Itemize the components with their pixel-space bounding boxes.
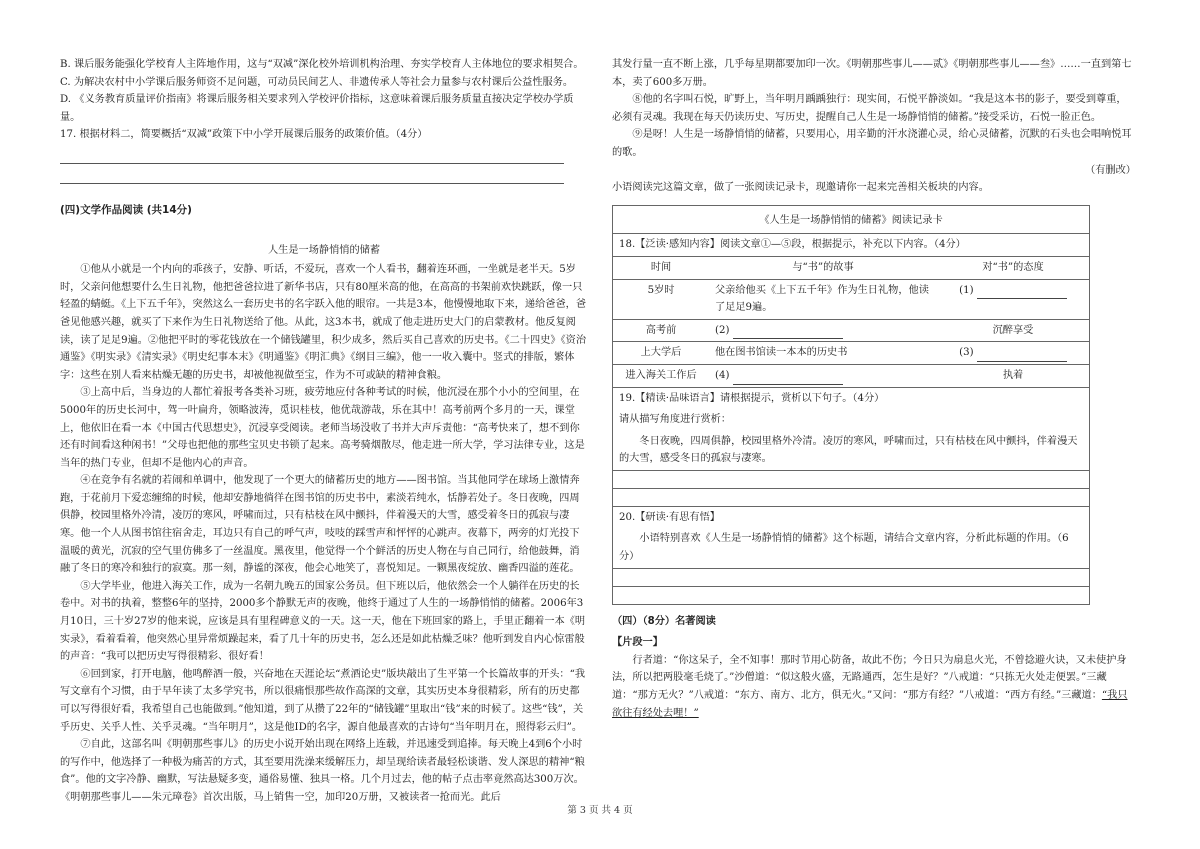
record-table	[613, 256, 1089, 387]
blank-label: (4)	[715, 369, 730, 381]
column-header: 与“书”的故事	[709, 256, 937, 279]
blank-label: (3)	[959, 347, 974, 359]
paragraph: ③上高中后，当身边的人都忙着报考各类补习班，疲劳地应付各种考试的时候，他沉浸在那个小小的空间里，在5000年的历史长河中，驾一叶扁舟，领略波涛，觅识桂枝，他优哉游哉，乐在其中！高考前两个多月的一天，课堂上，他依旧在看一本《中国古代思想史》，沉浸享受阅读。老师当场没收了书并大声斥责他：“高考快来了，想不到你还有时间看这种闲书！”父母也把他的那些宝贝史书锁了起来。高考骑烟散尽，他走进一所大学，学习法律专业，这是当年的热门专业，但却不是他内心的声音。	[60, 387, 585, 469]
answer-blank[interactable]	[977, 349, 1067, 362]
reading-record-card	[612, 205, 1090, 605]
question-20: 20.【研读·有思有悟】	[619, 511, 720, 523]
card-intro: 小语阅读完这篇文章，做了一张阅读记录卡，现邀请你一起来完善相关板块的内容。	[612, 182, 989, 194]
table-row	[613, 364, 1089, 386]
cell-time: 5岁时	[613, 279, 709, 319]
option-c: C. 为解决农村中小学课后服务师资不足问题，可动员民间艺人、非遗传承人等社会力量参与农村课后公益性服务。	[60, 76, 574, 88]
q19-sentence: 冬日夜晚，四周俱静，校园里格外冷清。凌厉的寒风，呼啸而过，只有枯枝在风中颤抖，伴着漫天的大雪，感受冬日的孤寂与凄寒。	[619, 435, 1078, 465]
cell-story: 他在图书馆读一本本的历史书	[709, 342, 937, 365]
left-column	[60, 56, 588, 807]
paragraph: 其发行量一直不断上涨，几乎每星期都要加印一次。《明朝那些事儿——贰》《明朝那些事儿——叁》……一直到第七本，卖了600多万册。	[612, 59, 1132, 88]
answer-line[interactable]	[613, 470, 1089, 488]
answer-line[interactable]	[613, 568, 1089, 586]
cell-attitude[interactable]	[937, 279, 1089, 319]
cell-attitude: 沉醉享受	[937, 319, 1089, 342]
cell-attitude[interactable]	[937, 342, 1089, 365]
article-title: 人生是一场静悄悄的储蓄	[267, 244, 381, 256]
card-title: 《人生是一场静悄悄的储蓄》阅读记录卡	[613, 206, 1089, 235]
cell-attitude: 执着	[937, 364, 1089, 386]
q19-hint: 请从描写角度进行赏析：	[619, 414, 732, 426]
answer-line	[60, 147, 564, 164]
answer-blank[interactable]	[733, 372, 843, 385]
cell-time: 进入海关工作后	[613, 364, 709, 386]
question-18: 18.【泛读·感知内容】阅读文章①—⑤段，根据提示，补充以下内容。（4分）	[619, 239, 966, 251]
cell-story: 父亲给他买《上下五千年》作为生日礼物，他读了足足9遍。	[709, 279, 937, 319]
cell-time: 上大学后	[613, 342, 709, 365]
cell-story[interactable]	[709, 364, 937, 386]
table-header-row	[613, 256, 1089, 279]
table-row	[613, 319, 1089, 342]
blank-label: (1)	[959, 284, 974, 296]
answer-line	[60, 167, 564, 184]
answer-blank[interactable]	[733, 326, 843, 339]
cell-story[interactable]	[709, 319, 937, 342]
excerpt-body: 行者道：“你这呆子，全不知事！那时节用心防备，故此不伤；今日只为扇息火光，不曾捻避火诀，又未使护身法，所以把两股毫毛烧了。”沙僧道：“似这般火盛，无路通西，怎生是好？”八戒道：“只拣无火处走便罢。”三藏道：“那方无火？”八戒道：“东方、南方、北方，俱无火。”又问：“那方有经？”八戒道：“西方有经。”三藏道：	[612, 654, 1127, 702]
cell-time: 高考前	[613, 319, 709, 342]
column-header: 对“书”的态度	[937, 256, 1089, 279]
answer-line[interactable]	[613, 488, 1089, 506]
paragraph: ⑨是呀！人生是一场静悄悄的储蓄，只要用心，用辛勤的汗水浇灌心灵，给心灵储蓄，沉默的石头也会唱响悦耳的歌。	[612, 129, 1132, 158]
paragraph: ④在竞争有名就的若闹和单调中，他发现了一个更大的储蓄历史的地方——图书馆。当其他同学在球场上激情奔跑，于花前月下爱恋缠绵的时候，他却安静地徜徉在图书馆的历史书中，素淡若纯水，恬静若处子。冬日夜晚，四周俱静，校园里格外冷清，凌厉的寒风，呼啸而过，只有枯枝在风中颤抖，伴着漫天的大雪，感受着冬日的孤寂与凄寒。他一个人从图书馆往宿舍走，耳边只有自己的呼气声，吱吱的踩雪声和怦怦的心跳声。夜幕下，两旁的灯光投下温暖的黄光，沉寂的空气里仿佛多了一丝温度。黑夜里，他觉得一个个鲜活的历史人物在与自己同行，给他鼓舞，消融了冬日的寒冷和独行的寂寞。那一刻，静谧的深夜，他会心地笑了，喜悦知足。一颗黑夜绽放、幽香四溢的莲花。	[60, 475, 580, 575]
option-d: D. 《义务教育质量评价指南》将课后服务相关要求列入学校评价指标，这意味着课后服务质量直接决定学校办学质量。	[60, 94, 574, 123]
source-note: （有删改）	[1085, 164, 1136, 176]
paragraph: ①他从小就是一个内向的乖孩子，安静、听话，不爱玩，喜欢一个人看书，翻着连环画，一坐就是老半天。5岁时，父亲问他想要什么生日礼物，他把爸爸拉进了新华书店，只有80厘米高的他，在高高的书架前欢快跳跃，像一只轻盈的蜻蜓。《上下五千年》，突然这么一套历史书的名字跃入他的眼帘。一共是3本，他慢慢地取下来，递给爸爸，爸爸见他感兴趣，就买了下来作为生日礼物送给了他。从此，这3本书，就成了他走进历史大门的启蒙教材。他反复阅读，读了足足9遍。②他把平时的零花钱放在一个储钱罐里，积少成多，然后买自己喜欢的历史书。《二十四史》《资治通鉴》《明实录》《清实录》《明史纪事本末》《明通鉴》《明汇典》《纲目三编》，他一一收入囊中。竖式的排版，繁体字：这些在别人看来枯燥无趣的历史书，却被他视做至宝，作为不可或缺的精神食粮。	[60, 264, 587, 381]
paragraph: ⑧他的名字叫石悦，旷野上，当年明月踽踽独行：现实间，石悦平静淡如。“我是这本书的影子，要受到尊重，必须有灵魂。我现在每天仍读历史、写历史，提醒自己人生是一场静悄悄的储蓄。”接受采访，石悦一脸正色。	[612, 94, 1127, 123]
page-footer: 第 3 页 共 4 页	[567, 805, 633, 816]
paragraph: ⑦自此，这部名叫《明朝那些事儿》的历史小说开始出现在网络上连载，并迅速受到追捧。每天晚上4到6个小时的写作中，他选择了一种极为痛苦的方式，其至要用洗澡来缓解压力，却呈现给读者最轻松谈谐、发人深思的精神“粮食”。他的文字冷静、幽默，写法悬疑多变，通俗易懂、独具一格。几个月过去，他的帖子点击率竟然高达300万次。《明朝那些事儿——朱元璋卷》首次出版，马上销售一空，加印20万册，又被读者一抢而光。此后	[60, 739, 585, 803]
excerpt-text	[612, 652, 1136, 722]
column-header: 时间	[613, 256, 709, 279]
question-19: 19.【精读·品味语言】请根据提示，赏析以下句子。（4分）	[619, 392, 885, 404]
answer-line[interactable]	[613, 586, 1089, 604]
table-row	[613, 279, 1089, 319]
underlined-sentence: “我只欲往有经处去哩！”	[612, 690, 1128, 719]
excerpt-label: 【片段一】	[612, 637, 663, 649]
mingzhu-heading: （四）（8分）名著阅读	[612, 615, 716, 627]
paragraph: ⑥回到家，打开电脑，他鸣醉酒一般，兴奋地在天涯论坛“煮酒论史”版块敲出了生平第一个长篇故事的开头：“我写文章有个习惯，由于早年读了太多学究书，所以很痛恨那些故作高深的文章，其实历史本身很精彩，所有的历史都可以写得很好看，我希望自己也能做到。”他知道，到了从攒了22年的“储钱罐”里取出“钱”来的时候了。这些“钱”，关乎历史、关乎人性、关乎灵魂。“当年明月”，这是他ID的名字，源自他最喜欢的古诗句“当年明月在，照得彩云归”。	[60, 668, 586, 733]
answer-blank[interactable]	[977, 286, 1067, 299]
right-column	[612, 56, 1136, 722]
blank-label: (2)	[715, 324, 730, 336]
q20-text: 小语特别喜欢《人生是一场静悄悄的储蓄》这个标题，请结合文章内容，分析此标题的作用。（6分）	[619, 533, 1069, 563]
question-17: 17. 根据材料二，简要概括“双减”政策下中小学开展课后服务的政策价值。（4分）	[60, 129, 428, 141]
section-heading: (四)文学作品阅读 (共14分)	[60, 203, 192, 216]
table-row	[613, 342, 1089, 365]
paragraph: ⑤大学毕业，他进入海关工作，成为一名朝九晚五的国家公务员。但下班以后，他依然会一个人躺徉在历史的长卷中。对书的执着，整整6年的坚持，2000多个静默无声的夜晚，他终于通过了人生的一场静悄悄的储蓄。2006年3月10日，三十岁27岁的他来说，应该是具有里程碑意义的一天。这一天，他在下班回家的路上，手里正翻着一本《明实录》，看着看着，他突然心里异常烦躁起来，看了几十年的历史书，怎么还是如此枯燥乏味？他听到发自内心惊雷般的声音：“我可以把历史写得很精彩、很好看！	[60, 580, 586, 663]
option-b: B. 课后服务能强化学校育人主阵地作用，这与“双减”深化校外培训机构治理、夯实学校育人主体地位的要求相契合。	[60, 59, 584, 70]
